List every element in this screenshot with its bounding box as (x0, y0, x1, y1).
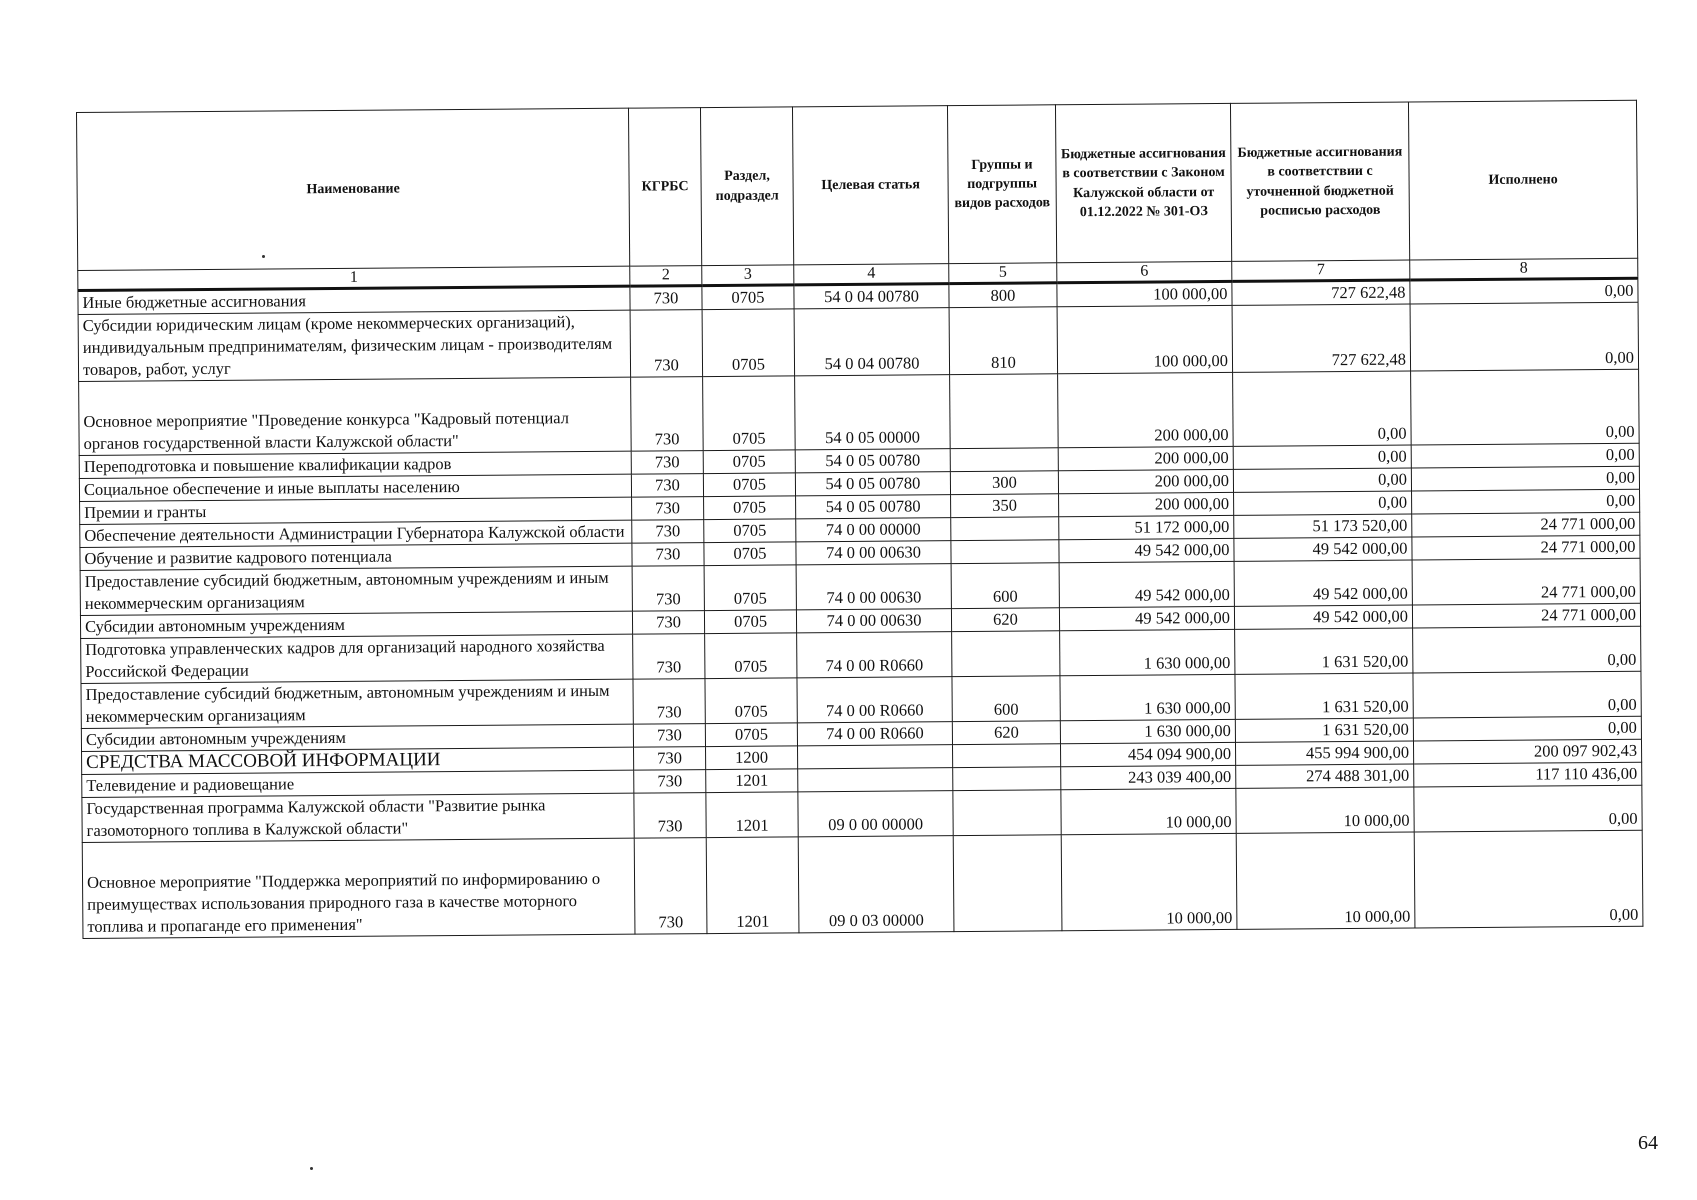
row-kgrbs: 730 (630, 286, 702, 311)
row-kgrbs: 730 (633, 724, 705, 748)
row-name: Основное мероприятие "Проведение конкурса "Кадровый потенциал органов государственной власти Калужской области" (79, 377, 632, 455)
row-name: Государственная программа Калужской области "Развитие рынка газомоторного топлива в Калужской области" (82, 793, 634, 842)
row-group: 350 (951, 494, 1059, 518)
row-law-amount: 200 000,00 (1059, 492, 1234, 516)
row-law-amount: 200 000,00 (1058, 372, 1234, 447)
row-kgrbs: 730 (634, 770, 706, 794)
row-name: Основное мероприятие "Поддержка мероприятий по информированию о преимуществах использования природного газа в качестве моторного топлива и пропаганде его применения" (82, 838, 635, 938)
row-section: 0705 (703, 376, 796, 451)
row-executed-amount: 0,00 (1410, 302, 1639, 371)
row-executed-amount: 0,00 (1411, 369, 1640, 445)
row-refined-amount: 727 622,48 (1232, 304, 1411, 372)
row-law-amount: 243 039 400,00 (1061, 765, 1236, 789)
column-number: 4 (794, 264, 949, 285)
row-kgrbs: 730 (632, 566, 704, 612)
scan-speck (262, 255, 265, 258)
row-target: 54 0 04 00780 (794, 308, 950, 376)
row-name: Подготовка управленческих кадров для организаций народного хозяйства Российской Федерации (81, 634, 633, 683)
header-row (77, 100, 1638, 270)
table-row (78, 302, 1638, 381)
column-number: 3 (702, 265, 794, 286)
header-section: Раздел, подраздел (700, 107, 793, 266)
row-target: 74 0 00 00630 (796, 609, 951, 633)
row-executed-amount: 117 110 436,00 (1414, 762, 1642, 787)
row-target: 74 0 00 R0660 (797, 722, 952, 746)
row-group: 800 (949, 283, 1057, 308)
row-section: 0705 (705, 678, 797, 724)
row-refined-amount: 1 631 520,00 (1235, 673, 1413, 719)
row-name: Обучение и развитие кадрового потенциала (80, 543, 632, 570)
row-name: Субсидии юридическим лицам (кроме некоммерческих организаций), индивидуальным предпринимателям, физическим лицам - производителям товаров, работ, услуг (78, 310, 631, 381)
row-section: 0705 (704, 496, 796, 520)
row-target: 74 0 00 00630 (796, 564, 951, 610)
header-kgrbs: КГРБС (628, 108, 701, 267)
row-kgrbs: 730 (631, 474, 703, 498)
row-refined-amount: 455 994 900,00 (1235, 741, 1413, 765)
row-refined-amount: 274 488 301,00 (1236, 764, 1414, 788)
row-kgrbs: 730 (631, 451, 703, 475)
row-law-amount: 10 000,00 (1061, 833, 1237, 930)
row-executed-amount: 0,00 (1413, 671, 1641, 718)
row-refined-amount: 1 631 520,00 (1235, 628, 1413, 674)
row-refined-amount: 727 622,48 (1232, 280, 1410, 305)
row-target (798, 768, 953, 792)
row-section: 1200 (706, 746, 798, 770)
row-group (953, 835, 1062, 932)
row-executed-amount: 0,00 (1414, 785, 1642, 832)
row-name: Субсидии автономным учреждениям (81, 724, 633, 751)
row-name: Телевидение и радиовещание (82, 770, 634, 797)
row-section: 1201 (706, 792, 798, 838)
row-target: 74 0 00 R0660 (797, 632, 952, 678)
row-law-amount: 49 542 000,00 (1059, 538, 1234, 562)
row-name: Переподготовка и повышение квалификации кадров (79, 451, 631, 478)
header-name: Наименование (77, 108, 630, 270)
row-executed-amount: 0,00 (1412, 489, 1640, 514)
row-kgrbs: 730 (634, 793, 706, 839)
row-target: 74 0 00 R0660 (797, 677, 952, 723)
header-executed: Исполнено (1408, 100, 1637, 260)
row-kgrbs: 730 (634, 747, 706, 771)
row-kgrbs: 730 (630, 310, 703, 378)
row-group: 600 (951, 563, 1059, 609)
row-name: Обеспечение деятельности Администрации Губернатора Калужской области (80, 520, 632, 547)
row-kgrbs: 730 (634, 838, 707, 935)
row-refined-amount: 49 542 000,00 (1234, 560, 1412, 606)
row-executed-amount: 0,00 (1414, 830, 1643, 928)
row-executed-amount: 24 771 000,00 (1412, 535, 1640, 560)
row-kgrbs: 730 (632, 611, 704, 635)
row-group (952, 631, 1060, 677)
row-group: 300 (950, 471, 1058, 495)
row-name: Премии и гранты (80, 497, 632, 524)
row-law-amount: 1 630 000,00 (1060, 674, 1235, 720)
row-target (798, 745, 953, 769)
row-section: 0705 (704, 610, 796, 634)
column-number: 8 (1410, 258, 1638, 280)
row-section: 1201 (706, 837, 799, 934)
row-name: Предоставление субсидий бюджетным, автономным учреждениям и иным некоммерческим организациям (81, 679, 633, 728)
row-group: 810 (949, 307, 1058, 375)
row-group (953, 790, 1061, 836)
row-kgrbs: 730 (633, 679, 705, 725)
row-law-amount: 49 542 000,00 (1059, 606, 1234, 630)
column-number: 5 (949, 263, 1057, 284)
budget-table (76, 100, 1643, 939)
row-name: Предоставление субсидий бюджетным, автономным учреждениям и иным некоммерческим организациям (80, 566, 632, 615)
row-name: СРЕДСТВА МАССОВОЙ ИНФОРМАЦИИ (82, 747, 634, 774)
row-group (952, 744, 1060, 768)
row-target: 54 0 04 00780 (794, 284, 949, 309)
table-row (82, 830, 1643, 938)
row-refined-amount: 49 542 000,00 (1234, 605, 1412, 629)
row-refined-amount: 0,00 (1233, 445, 1411, 469)
row-section: 0705 (704, 519, 796, 543)
row-name: Субсидии автономным учреждениям (80, 611, 632, 638)
row-law-amount: 200 000,00 (1058, 469, 1233, 493)
row-target: 54 0 05 00000 (795, 375, 951, 450)
row-group (953, 767, 1061, 791)
row-section: 0705 (705, 633, 797, 679)
row-refined-amount: 0,00 (1234, 491, 1412, 515)
header-refined: Бюджетные ассигнования в соответствии с уточненной бюджетной росписью расходов (1230, 102, 1409, 261)
row-law-amount: 49 542 000,00 (1059, 561, 1234, 607)
row-executed-amount: 0,00 (1410, 278, 1638, 304)
row-group (951, 517, 1059, 541)
row-refined-amount: 10 000,00 (1236, 832, 1415, 929)
row-group: 600 (952, 676, 1060, 722)
column-number: 2 (630, 266, 702, 287)
row-section: 0705 (704, 542, 796, 566)
row-law-amount: 1 630 000,00 (1060, 719, 1235, 743)
header-law: Бюджетные ассигнования в соответствии с Законом Калужской области от 01.12.2022 № 301-ОЗ (1055, 103, 1231, 262)
row-kgrbs: 730 (632, 497, 704, 521)
row-section: 0705 (704, 565, 796, 611)
scan-speck (310, 1167, 313, 1170)
row-refined-amount: 1 631 520,00 (1235, 718, 1413, 742)
row-refined-amount: 0,00 (1233, 371, 1412, 446)
row-group (950, 448, 1058, 472)
row-section: 0705 (702, 309, 795, 377)
row-name: Социальное обеспечение и иные выплаты населению (79, 474, 631, 501)
row-section: 1201 (706, 769, 798, 793)
row-law-amount: 100 000,00 (1057, 281, 1232, 306)
row-law-amount: 454 094 900,00 (1060, 742, 1235, 766)
row-section: 0705 (703, 450, 795, 474)
row-name: Иные бюджетные ассигнования (78, 286, 630, 314)
row-target: 54 0 05 00780 (795, 449, 950, 473)
row-law-amount: 200 000,00 (1058, 446, 1233, 470)
row-kgrbs: 730 (633, 634, 705, 680)
row-law-amount: 51 172 000,00 (1059, 515, 1234, 539)
row-executed-amount: 0,00 (1413, 626, 1641, 673)
row-law-amount: 10 000,00 (1061, 788, 1236, 834)
row-refined-amount: 49 542 000,00 (1234, 537, 1412, 561)
row-law-amount: 100 000,00 (1057, 305, 1233, 373)
header-groups: Группы и подгруппы видов расходов (947, 105, 1056, 264)
budget-sheet (76, 100, 1642, 939)
row-refined-amount: 0,00 (1233, 468, 1411, 492)
row-executed-amount: 0,00 (1413, 716, 1641, 741)
row-target: 74 0 00 00630 (796, 541, 951, 565)
row-executed-amount: 0,00 (1411, 443, 1639, 468)
row-executed-amount: 200 097 902,43 (1413, 739, 1641, 764)
row-refined-amount: 10 000,00 (1236, 787, 1414, 833)
column-number: 1 (78, 266, 630, 290)
row-refined-amount: 51 173 520,00 (1234, 514, 1412, 538)
column-number: 6 (1057, 261, 1232, 282)
row-law-amount: 1 630 000,00 (1060, 629, 1235, 675)
column-number: 7 (1232, 260, 1410, 281)
row-group: 620 (951, 608, 1059, 632)
table-row (79, 369, 1640, 455)
row-target: 54 0 05 00780 (795, 472, 950, 496)
row-section: 0705 (705, 723, 797, 747)
row-target: 09 0 03 00000 (798, 836, 954, 933)
row-kgrbs: 730 (632, 543, 704, 567)
row-target: 09 0 00 00000 (798, 791, 953, 837)
row-executed-amount: 24 771 000,00 (1412, 603, 1640, 628)
row-executed-amount: 0,00 (1411, 466, 1639, 491)
row-executed-amount: 24 771 000,00 (1412, 558, 1640, 605)
row-kgrbs: 730 (632, 520, 704, 544)
row-section: 0705 (702, 285, 794, 310)
row-executed-amount: 24 771 000,00 (1412, 512, 1640, 537)
header-target: Целевая статья (792, 106, 948, 265)
row-section: 0705 (703, 473, 795, 497)
row-kgrbs: 730 (631, 377, 704, 452)
row-group (950, 374, 1059, 449)
page-number: 64 (1638, 1132, 1658, 1154)
row-target: 74 0 00 00000 (796, 518, 951, 542)
row-group: 620 (952, 721, 1060, 745)
row-target: 54 0 05 00780 (796, 495, 951, 519)
row-group (951, 540, 1059, 564)
